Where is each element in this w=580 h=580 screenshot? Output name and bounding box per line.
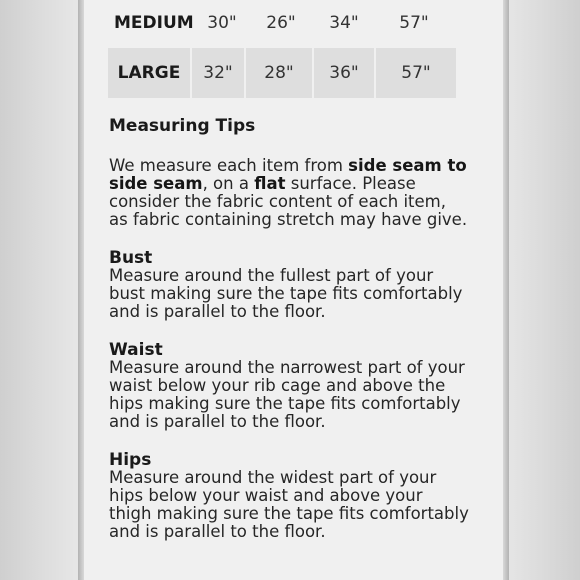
- tip-heading: Bust: [109, 248, 153, 268]
- intro-text: surface. Please consider the fabric content of each item, as fabric containing stretch may have give.: [109, 174, 468, 229]
- size-value: 36": [314, 48, 374, 98]
- tip-section-hips: [109, 451, 469, 541]
- size-row-large: [108, 48, 464, 98]
- measuring-tips-intro: [109, 157, 469, 229]
- size-value: 57": [399, 13, 429, 33]
- tip-section-waist: [109, 341, 469, 431]
- tip-section-bust: [109, 249, 469, 321]
- intro-bold-text: flat: [254, 174, 286, 193]
- tip-text: Measure around the fullest part of your bust making sure the tape fits comfortably and is parallel to the floor.: [109, 266, 463, 321]
- tip-text: Measure around the widest part of your hips below your waist and above your thigh making sure the tape fits comfortably and is parallel to the floor.: [109, 468, 469, 541]
- size-value: 32": [192, 48, 244, 98]
- size-value: 57": [376, 48, 456, 98]
- size-value: 30": [207, 13, 237, 33]
- tip-heading: Waist: [109, 340, 163, 360]
- intro-text: We measure each item from: [109, 156, 349, 175]
- measuring-tips-title: Measuring Tips: [109, 116, 256, 136]
- size-value: 34": [329, 13, 359, 33]
- intro-text: , on a: [202, 174, 255, 193]
- measuring-tips: [109, 117, 469, 541]
- tip-text: Measure around the narrowest part of your waist below your rib cage and above the hips making sure the tape fits comfortably and is parallel to the floor.: [109, 358, 465, 431]
- size-row-medium: [108, 0, 464, 46]
- phone-frame-right: [503, 0, 509, 580]
- phone-screen[interactable]: [84, 0, 503, 580]
- size-value: 28": [246, 48, 312, 98]
- tip-heading: Hips: [109, 450, 152, 470]
- size-chart-table: [108, 0, 464, 98]
- intro-bold-text: side seam to side seam: [109, 156, 467, 193]
- size-name: LARGE: [108, 48, 190, 98]
- size-value: 26": [266, 13, 296, 33]
- size-name: MEDIUM: [114, 13, 194, 33]
